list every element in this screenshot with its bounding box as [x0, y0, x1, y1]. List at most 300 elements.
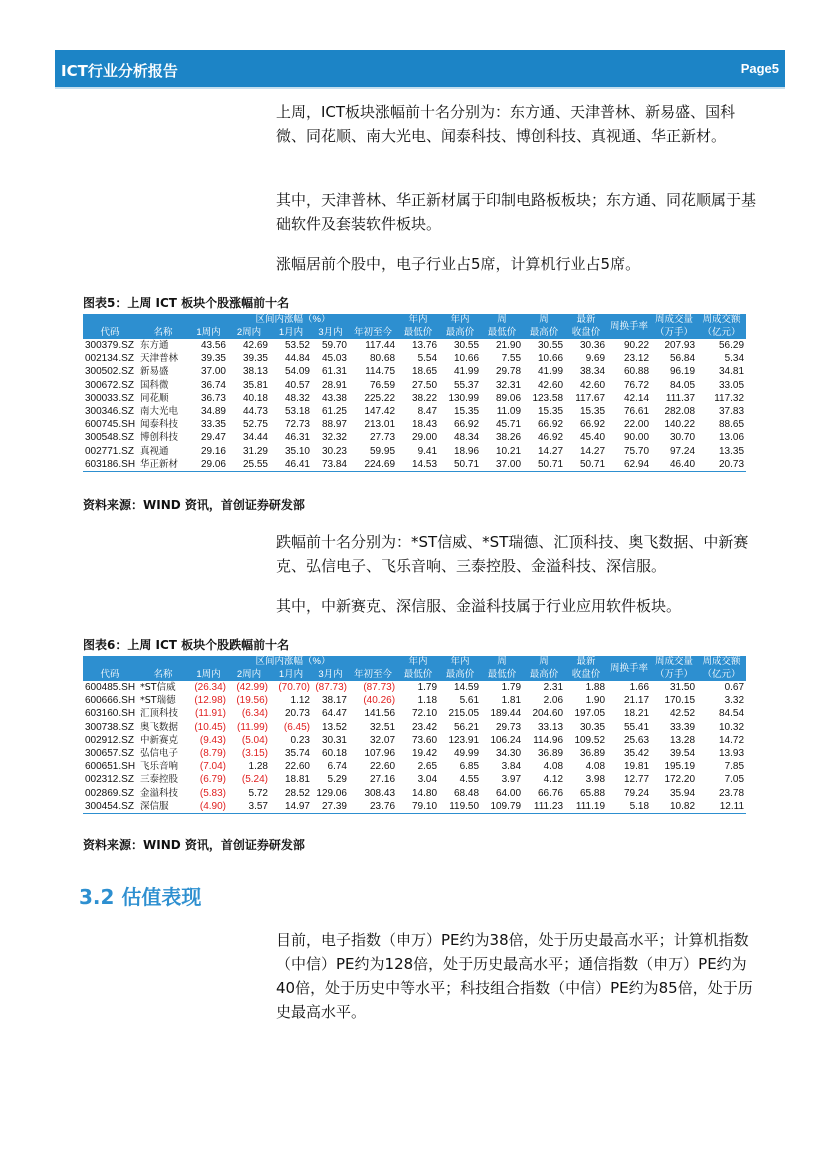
cell-name: *ST信威: [140, 682, 176, 693]
cell-m1: 28.52: [284, 787, 310, 799]
cell-amt: 12.11: [697, 800, 746, 814]
cell-ytd: 23.76: [349, 800, 397, 814]
cell-w2: (11.99): [237, 721, 268, 733]
header-1-month: 1月内: [270, 326, 312, 339]
cell-wl: 106.24: [490, 734, 522, 746]
cell-vol: 170.15: [664, 695, 696, 707]
cell-name: 飞乐音响: [140, 761, 179, 773]
cell-w1: 34.89: [200, 406, 226, 418]
cell-ytd: 107.96: [364, 748, 396, 760]
header-week-high: 周: [523, 656, 565, 668]
cell-wh: 46.92: [538, 432, 564, 444]
cell-yl: 14.80: [412, 787, 438, 799]
cell-code: 600651.SH: [85, 761, 136, 773]
header-weekly-volume-sub: （万手）: [651, 326, 697, 339]
cell-w1: 33.35: [200, 419, 226, 431]
header-range-group: 区间内涨幅（%）: [189, 656, 397, 668]
cell-w2: 38.13: [242, 366, 268, 378]
cell-vol: 282.08: [664, 406, 696, 418]
cell-m3: 32.32: [321, 432, 347, 444]
cell-close: 30.36: [580, 340, 606, 351]
cell-m1: 54.09: [284, 366, 310, 378]
cell-wh: 111.23: [523, 800, 565, 814]
cell-to: 23.12: [624, 353, 650, 365]
cell-vol: 13.28: [670, 734, 696, 746]
cell-m1: 72.73: [284, 419, 310, 431]
cell-yl: 38.22: [412, 392, 438, 404]
header-turnover: 周换手率: [607, 314, 651, 339]
gainers-table-body: [83, 339, 746, 472]
cell-close: 14.27: [580, 445, 606, 457]
cell-yh: 10.66: [454, 353, 480, 365]
table-row: [83, 431, 746, 444]
cell-code: 300379.SZ: [85, 340, 134, 351]
cell-wh: 4.08: [543, 761, 564, 773]
cell-m3: 30.31: [321, 734, 347, 746]
table-row: [83, 405, 746, 418]
cell-name: 华正新材: [137, 458, 189, 472]
cell-name: 金溢科技: [140, 787, 179, 799]
cell-yl: 73.60: [412, 734, 438, 746]
cell-w1: 29.47: [200, 432, 226, 444]
cell-ytd: (40.26): [363, 695, 396, 707]
cell-vol: 56.84: [670, 353, 696, 365]
cell-wl: 10.21: [496, 445, 522, 457]
losers-table-body: [83, 681, 746, 814]
header-year-low: 年内: [397, 314, 439, 326]
cell-wl: 3.84: [501, 761, 522, 773]
cell-yl: 13.76: [412, 340, 438, 351]
cell-close: 9.69: [585, 353, 606, 365]
table-row: [83, 694, 746, 707]
cell-vol: 140.22: [664, 419, 696, 431]
table2-source: 资料来源：WIND 资讯，首创证券研发部: [83, 838, 305, 852]
header-weekly-amount: 周成交额: [697, 314, 746, 326]
cell-vol: 42.52: [670, 708, 696, 720]
cell-w2: 39.35: [242, 353, 268, 365]
cell-vol: 84.05: [670, 379, 696, 391]
cell-yl: 23.42: [412, 721, 438, 733]
cell-vol: 96.19: [670, 366, 696, 378]
header-weekly-volume-sub: （万手）: [651, 668, 697, 681]
cell-name: 新易盛: [140, 366, 169, 378]
report-title: ICT行业分析报告: [61, 62, 178, 80]
cell-m1: 53.18: [284, 406, 310, 418]
cell-m3: 28.91: [321, 379, 347, 391]
cell-w2: 44.73: [242, 406, 268, 418]
cell-to: 62.94: [607, 458, 651, 472]
cell-m3: 43.38: [321, 392, 347, 404]
cell-yl: 14.53: [397, 458, 439, 472]
cell-amt: 10.32: [719, 721, 745, 733]
cell-to: 76.61: [624, 406, 650, 418]
cell-m3: 88.97: [321, 419, 347, 431]
cell-vol: 30.70: [670, 432, 696, 444]
cell-amt: 56.29: [719, 340, 745, 351]
cell-to: 79.24: [624, 787, 650, 799]
header-1-week: 1周内: [189, 668, 228, 681]
cell-code: 002312.SZ: [85, 774, 134, 786]
cell-close: 117.67: [575, 392, 606, 404]
cell-m1: 35.74: [284, 748, 310, 760]
cell-wl: 3.97: [501, 774, 522, 786]
page-header: [55, 50, 785, 87]
header-latest-close: 最新: [565, 656, 607, 668]
cell-ytd: 32.07: [370, 734, 396, 746]
cell-m3: 60.18: [321, 748, 347, 760]
cell-close: 36.89: [580, 748, 606, 760]
cell-m1: 1.12: [290, 695, 310, 707]
cell-yl: 18.65: [412, 366, 438, 378]
cell-wl: 21.90: [496, 340, 522, 351]
cell-close: 30.35: [580, 721, 606, 733]
cell-w2: (19.56): [236, 695, 268, 707]
cell-m1: 46.31: [284, 432, 310, 444]
cell-wh: 66.92: [538, 419, 564, 431]
cell-m1: 0.23: [290, 734, 310, 746]
cell-ytd: 141.56: [364, 708, 396, 720]
cell-m1: (70.70): [278, 682, 310, 693]
cell-w2: 3.57: [228, 800, 270, 814]
header-weekly-volume: 周成交量: [651, 314, 697, 326]
cell-close: 15.35: [580, 406, 606, 418]
cell-yh: 119.50: [439, 800, 481, 814]
cell-w1: (6.79): [199, 774, 226, 786]
table-row: [83, 800, 746, 814]
cell-name: 同花顺: [140, 392, 169, 404]
cell-name: 深信服: [137, 800, 189, 814]
cell-w1: (26.34): [194, 682, 226, 693]
header-weekly-amount-sub: （亿元）: [697, 668, 746, 681]
cell-ytd: 213.01: [364, 419, 396, 431]
cell-to: 22.00: [624, 419, 650, 431]
table2-container: [83, 656, 746, 814]
header-2-week: 2周内: [228, 326, 270, 339]
cell-m3: (87.73): [315, 682, 347, 693]
cell-yl: 18.43: [412, 419, 438, 431]
header-week-high-sub: 最高价: [523, 668, 565, 681]
header-2-week: 2周内: [228, 668, 270, 681]
table-header-row: [83, 314, 746, 326]
header-range-group: 区间内涨幅（%）: [189, 314, 397, 326]
cell-amt: 23.78: [719, 787, 745, 799]
cell-to: 35.42: [624, 748, 650, 760]
cell-wh: 30.55: [538, 340, 564, 351]
cell-code: 600666.SH: [85, 695, 136, 707]
cell-name: *ST瑞德: [140, 695, 176, 707]
cell-w1: (11.91): [195, 708, 226, 720]
cell-to: 90.22: [624, 340, 650, 351]
cell-vol: 35.94: [670, 787, 696, 799]
cell-vol: 97.24: [670, 445, 696, 457]
cell-wl: 34.30: [496, 748, 522, 760]
header-week-low-sub: 最低价: [481, 668, 523, 681]
cell-m1: 44.84: [284, 353, 310, 365]
cell-vol: 33.39: [670, 721, 696, 733]
cell-yh: 4.55: [459, 774, 480, 786]
cell-to: 18.21: [624, 708, 650, 720]
paragraph-top-losers: 跌幅前十名分别为：*ST信威、*ST瑞德、汇顶科技、奥飞数据、中新赛克、弘信电子、飞乐音响、三泰控股、金溢科技、深信服。: [276, 533, 749, 575]
header-name: 名称: [137, 668, 189, 681]
cell-m1: 20.73: [284, 708, 310, 720]
cell-m3: 5.29: [327, 774, 347, 786]
cell-code: 300346.SZ: [85, 406, 134, 418]
header-code: 代码: [83, 326, 137, 339]
table-row: [83, 760, 746, 773]
cell-name: 奥飞数据: [140, 721, 179, 733]
cell-m3: 61.25: [321, 406, 347, 418]
section-heading: 3.2 估值表现: [79, 885, 202, 909]
paragraph-loser-sectors: 其中，中新赛克、深信服、金溢科技属于行业应用软件板块。: [276, 597, 682, 615]
cell-w2: 40.18: [242, 392, 268, 404]
cell-ytd: 32.51: [370, 721, 396, 733]
cell-amt: 34.81: [719, 366, 745, 378]
cell-to: 5.18: [607, 800, 651, 814]
cell-yh: 130.99: [448, 392, 480, 404]
header-week-high: 周: [523, 314, 565, 326]
cell-w2: (5.24): [241, 774, 268, 786]
cell-amt: 14.72: [719, 734, 745, 746]
cell-wh: 114.96: [533, 734, 564, 746]
cell-to: 76.72: [624, 379, 650, 391]
cell-amt: 13.93: [719, 748, 745, 760]
cell-yh: 15.35: [454, 406, 480, 418]
cell-close: 50.71: [565, 458, 607, 472]
cell-m3: 129.06: [316, 787, 347, 799]
cell-yh: 30.55: [454, 340, 480, 351]
cell-code: 300657.SZ: [85, 748, 134, 760]
cell-close: 197.05: [574, 708, 606, 720]
cell-close: 66.92: [580, 419, 606, 431]
cell-vol: 10.82: [651, 800, 697, 814]
cell-code: 002869.SZ: [85, 787, 134, 799]
cell-amt: 13.35: [719, 445, 745, 457]
cell-wl: 11.09: [496, 406, 522, 418]
cell-w1: (7.04): [199, 761, 226, 773]
cell-wl: 1.81: [501, 695, 522, 707]
cell-ytd: 27.73: [370, 432, 396, 444]
cell-to: 55.41: [624, 721, 650, 733]
table-row: [83, 352, 746, 365]
cell-ytd: 59.95: [370, 445, 396, 457]
cell-ytd: 225.22: [364, 392, 396, 404]
cell-ytd: 27.16: [370, 774, 396, 786]
cell-amt: 84.54: [719, 708, 745, 720]
cell-wl: 189.44: [490, 708, 522, 720]
table-row: [83, 787, 746, 800]
table-row: [83, 707, 746, 720]
cell-ytd: 114.75: [365, 366, 396, 378]
cell-yh: 18.96: [454, 445, 480, 457]
cell-m1: 22.60: [284, 761, 310, 773]
cell-to: 90.00: [624, 432, 650, 444]
cell-w1: 29.16: [200, 445, 226, 457]
cell-vol: 195.19: [664, 761, 696, 773]
cell-ytd: 117.44: [365, 340, 396, 351]
cell-w2: 25.55: [228, 458, 270, 472]
cell-name: 汇顶科技: [140, 708, 179, 720]
paragraph-valuation: 目前，电子指数（申万）PE约为38倍，处于历史最高水平；计算机指数（中信）PE约为128倍，处于历史最高水平；通信指数（申万）PE约为40倍，处于历史中等水平；科技组合指数（中信）PE约为85倍，处于历史最高水平。: [276, 931, 753, 1021]
table-row: [83, 379, 746, 392]
cell-close: 1.88: [585, 682, 606, 693]
cell-w1: 37.00: [200, 366, 226, 378]
cell-name: 南大光电: [140, 406, 179, 418]
cell-yl: 1.79: [417, 682, 438, 693]
gainers-table: [83, 314, 746, 472]
cell-close: 1.90: [585, 695, 606, 707]
header-week-high-sub: 最高价: [523, 326, 565, 339]
header-divider: [55, 87, 785, 89]
cell-wl: 109.79: [481, 800, 523, 814]
header-ytd: 年初至今: [349, 668, 397, 681]
table2-title: 图表6：上周 ICT 板块个股跌幅前十名: [83, 638, 290, 652]
losers-table: [83, 656, 746, 814]
cell-wh: 15.35: [538, 406, 564, 418]
cell-amt: 20.73: [697, 458, 746, 472]
cell-w1: 43.56: [200, 340, 226, 351]
cell-code: 600485.SH: [85, 682, 136, 693]
cell-code: 603160.SH: [85, 708, 136, 720]
table-row: [83, 339, 746, 352]
cell-name: 国科微: [140, 379, 169, 391]
header-latest-close: 最新: [565, 314, 607, 326]
cell-m3: 45.03: [321, 353, 347, 365]
cell-ytd: 80.68: [370, 353, 396, 365]
cell-yl: 19.42: [412, 748, 438, 760]
table-row: [83, 392, 746, 405]
cell-yh: 6.85: [459, 761, 480, 773]
cell-to: 21.17: [624, 695, 650, 707]
cell-close: 42.60: [580, 379, 606, 391]
cell-amt: 117.32: [714, 392, 745, 404]
cell-wl: 64.00: [496, 787, 522, 799]
cell-close: 4.08: [585, 761, 606, 773]
table-row: [83, 365, 746, 378]
cell-ytd: (87.73): [363, 682, 396, 693]
cell-yl: 29.00: [412, 432, 438, 444]
cell-name: 天津普林: [140, 353, 179, 365]
header-3-month: 3月内: [312, 326, 349, 339]
cell-vol: 46.40: [651, 458, 697, 472]
cell-yh: 5.61: [459, 695, 480, 707]
cell-amt: 33.05: [719, 379, 745, 391]
cell-w2: (42.99): [236, 682, 268, 693]
cell-w1: (4.90): [189, 800, 228, 814]
cell-w1: 39.35: [200, 353, 226, 365]
cell-amt: 7.85: [724, 761, 745, 773]
header-year-high: 年内: [439, 656, 481, 668]
cell-yh: 56.21: [454, 721, 480, 733]
header-week-low: 周: [481, 656, 523, 668]
cell-wh: 14.27: [538, 445, 564, 457]
header-1-week: 1周内: [189, 326, 228, 339]
cell-m3: 59.70: [321, 340, 347, 351]
cell-ytd: 76.59: [370, 379, 396, 391]
cell-name: 真视通: [140, 445, 169, 457]
cell-w2: 35.81: [242, 379, 268, 391]
cell-wl: 45.71: [496, 419, 522, 431]
cell-wl: 1.79: [501, 682, 522, 693]
cell-wh: 123.58: [532, 392, 564, 404]
cell-w2: 31.29: [242, 445, 268, 457]
header-year-low-sub: 最低价: [397, 326, 439, 339]
cell-wh: 204.60: [532, 708, 564, 720]
cell-w2: 5.72: [248, 787, 268, 799]
cell-code: 300502.SZ: [85, 366, 134, 378]
header-latest-close-sub: 收盘价: [565, 668, 607, 681]
cell-vol: 39.54: [670, 748, 696, 760]
cell-wh: 42.60: [538, 379, 564, 391]
paragraph-gainer-sectors: 其中，天津普林、华正新材属于印制电路板板块；东方通、同花顺属于基础软件及套装软件板块。: [276, 191, 757, 233]
cell-m1: 53.52: [284, 340, 310, 351]
paragraph-top-gainers: 上周，ICT板块涨幅前十名分别为：东方通、天津普林、新易盛、国科微、同花顺、南大光电、闻泰科技、博创科技、真视通、华正新材。: [276, 103, 736, 145]
header-weekly-amount-sub: （亿元）: [697, 326, 746, 339]
cell-close: 3.98: [585, 774, 606, 786]
cell-m3: 27.39: [312, 800, 349, 814]
cell-yh: 55.37: [454, 379, 480, 391]
cell-code: 300548.SZ: [85, 432, 134, 444]
cell-code: 600745.SH: [85, 419, 136, 431]
header-ytd: 年初至今: [349, 326, 397, 339]
cell-yh: 68.48: [454, 787, 480, 799]
cell-w2: 52.75: [242, 419, 268, 431]
cell-wl: 29.73: [496, 721, 522, 733]
cell-wh: 41.99: [538, 366, 564, 378]
cell-m1: 46.41: [270, 458, 312, 472]
cell-w2: (5.04): [241, 734, 268, 746]
cell-wh: 33.13: [538, 721, 564, 733]
cell-yh: 41.99: [454, 366, 480, 378]
cell-m3: 73.84: [312, 458, 349, 472]
cell-yl: 5.54: [417, 353, 438, 365]
cell-yl: 9.41: [417, 445, 438, 457]
cell-code: 002771.SZ: [85, 445, 134, 457]
cell-vol: 111.37: [665, 392, 696, 404]
cell-yl: 79.10: [397, 800, 439, 814]
cell-ytd: 147.42: [364, 406, 396, 418]
cell-w2: 34.44: [242, 432, 268, 444]
cell-yh: 215.05: [448, 708, 480, 720]
cell-yl: 3.04: [417, 774, 438, 786]
cell-wh: 4.12: [543, 774, 564, 786]
header-1-month: 1月内: [270, 668, 312, 681]
header-week-low-sub: 最低价: [481, 326, 523, 339]
cell-amt: 7.05: [724, 774, 745, 786]
cell-w2: (6.34): [241, 708, 268, 720]
cell-amt: 37.83: [719, 406, 745, 418]
cell-yl: 72.10: [412, 708, 438, 720]
table-row: [83, 445, 746, 458]
cell-vol: 207.93: [664, 340, 696, 351]
cell-amt: 13.06: [719, 432, 745, 444]
table-row: [83, 747, 746, 760]
cell-code: 002134.SZ: [85, 353, 134, 365]
cell-to: 75.70: [624, 445, 650, 457]
cell-to: 19.81: [624, 761, 650, 773]
cell-m1: (6.45): [283, 721, 310, 733]
cell-w2: 1.28: [248, 761, 268, 773]
cell-w1: 29.06: [189, 458, 228, 472]
cell-m3: 64.47: [321, 708, 347, 720]
header-year-high-sub: 最高价: [439, 326, 481, 339]
cell-w1: (9.43): [199, 734, 226, 746]
cell-vol: 31.50: [670, 682, 696, 693]
cell-to: 60.88: [624, 366, 650, 378]
table1-title: 图表5：上周 ICT 板块个股涨幅前十名: [83, 296, 290, 310]
cell-amt: 88.65: [719, 419, 745, 431]
cell-code: 300454.SZ: [83, 800, 137, 814]
cell-yh: 50.71: [439, 458, 481, 472]
